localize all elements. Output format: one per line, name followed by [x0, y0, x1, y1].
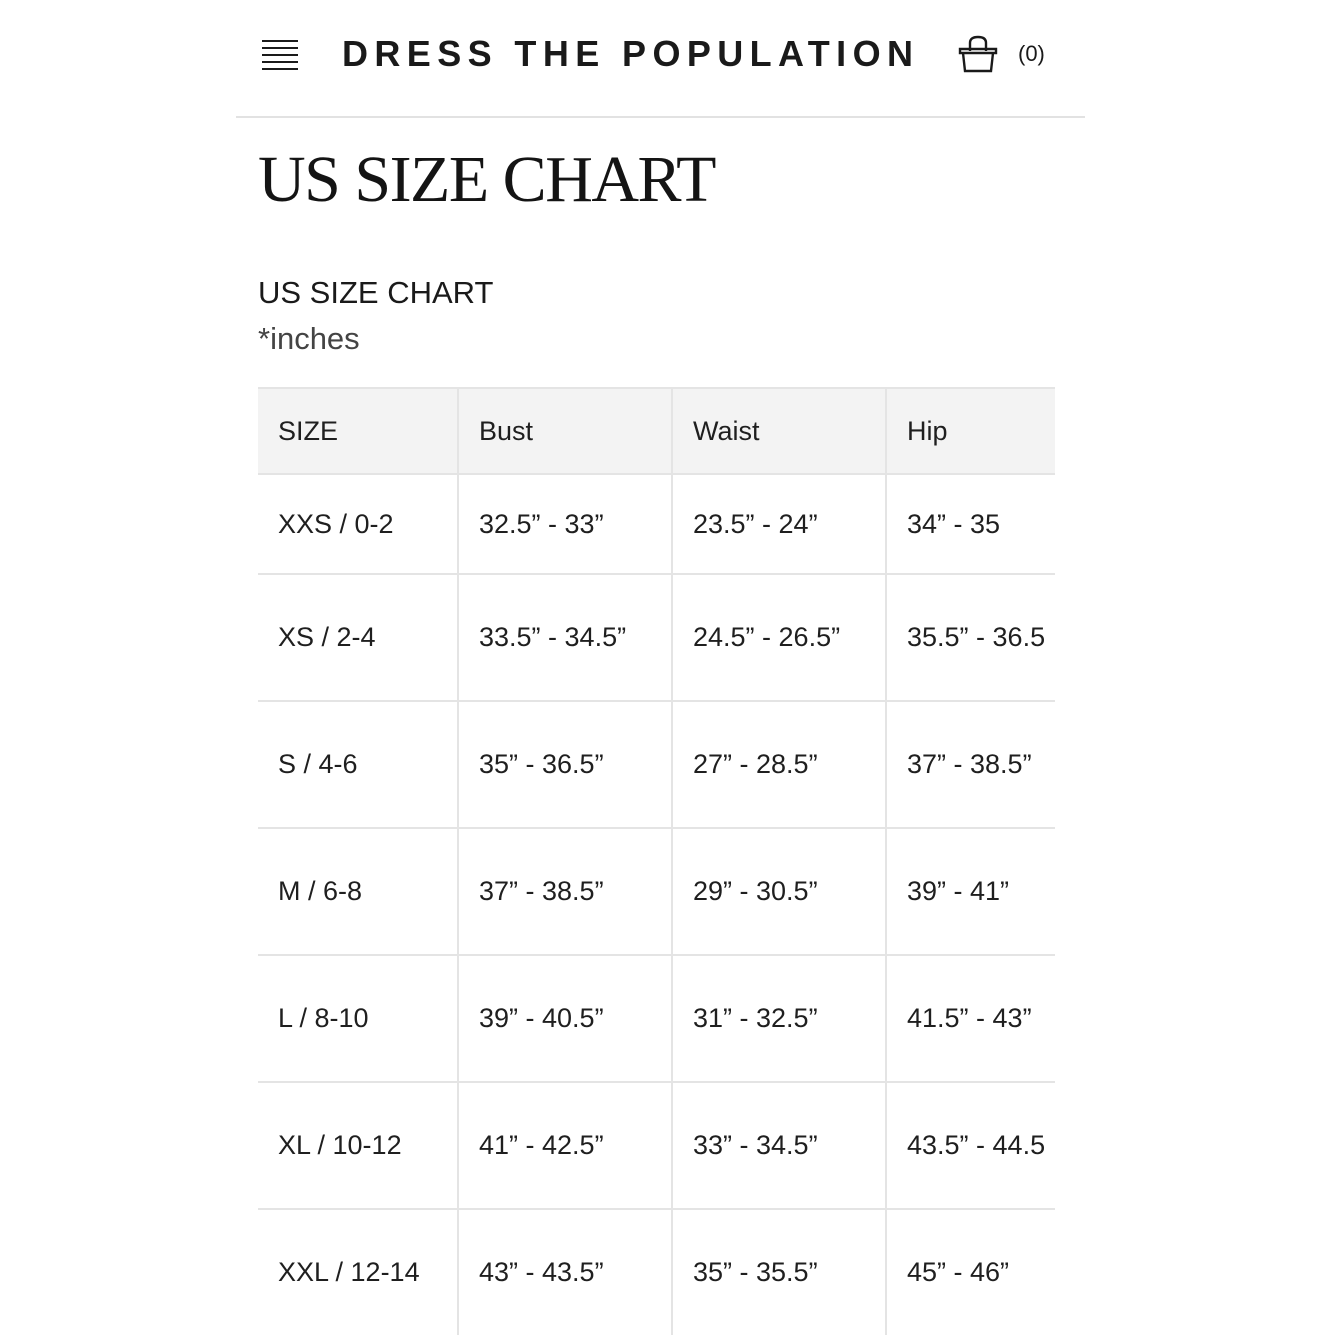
table-row	[258, 1209, 1055, 1335]
size-cell: XXL / 12-14	[258, 1209, 458, 1335]
bust-cell: 32.5” - 33”	[458, 474, 672, 574]
size-cell: L / 8-10	[258, 955, 458, 1082]
table-row	[258, 474, 1055, 574]
size-cell: XXS / 0-2	[258, 474, 458, 574]
cart-button[interactable]	[958, 34, 1045, 74]
bust-cell: 33.5” - 34.5”	[458, 574, 672, 701]
hip-cell: 37” - 38.5”	[886, 701, 1055, 828]
page-title: US SIZE CHART	[258, 143, 715, 216]
size-table	[258, 387, 1055, 1335]
table-row	[258, 1082, 1055, 1209]
bust-cell: 39” - 40.5”	[458, 955, 672, 1082]
waist-cell: 29” - 30.5”	[672, 828, 886, 955]
size-table-body	[258, 474, 1055, 1335]
bust-cell: 41” - 42.5”	[458, 1082, 672, 1209]
table-row	[258, 955, 1055, 1082]
hip-cell: 39” - 41”	[886, 828, 1055, 955]
cart-count: (0)	[1018, 41, 1045, 66]
size-cell: S / 4-6	[258, 701, 458, 828]
bust-cell: 35” - 36.5”	[458, 701, 672, 828]
unit-note: *inches	[258, 321, 360, 356]
hip-cell: 45” - 46”	[886, 1209, 1055, 1335]
size-cell: XL / 10-12	[258, 1082, 458, 1209]
table-row	[258, 828, 1055, 955]
table-row	[258, 574, 1055, 701]
shopping-bag-icon	[958, 35, 998, 73]
menu-icon[interactable]	[262, 38, 298, 68]
size-table-container[interactable]	[258, 387, 1055, 1335]
waist-cell: 33” - 34.5”	[672, 1082, 886, 1209]
column-header-bust: Bust	[458, 388, 672, 474]
waist-cell: 27” - 28.5”	[672, 701, 886, 828]
bust-cell: 43” - 43.5”	[458, 1209, 672, 1335]
header-row	[258, 388, 1055, 474]
size-cell: XS / 2-4	[258, 574, 458, 701]
hip-cell: 41.5” - 43”	[886, 955, 1055, 1082]
size-table-header	[258, 388, 1055, 474]
column-header-waist: Waist	[672, 388, 886, 474]
size-chart-heading: US SIZE CHART	[258, 275, 494, 310]
bust-cell: 37” - 38.5”	[458, 828, 672, 955]
column-header-size: SIZE	[258, 388, 458, 474]
waist-cell: 31” - 32.5”	[672, 955, 886, 1082]
column-header-hip: Hip	[886, 388, 1055, 474]
waist-cell: 23.5” - 24”	[672, 474, 886, 574]
brand-logo[interactable]: DRESS THE POPULATION	[342, 33, 920, 74]
waist-cell: 35” - 35.5”	[672, 1209, 886, 1335]
size-cell: M / 6-8	[258, 828, 458, 955]
hip-cell: 34” - 35	[886, 474, 1055, 574]
hip-cell: 43.5” - 44.5	[886, 1082, 1055, 1209]
waist-cell: 24.5” - 26.5”	[672, 574, 886, 701]
table-row	[258, 701, 1055, 828]
hip-cell: 35.5” - 36.5	[886, 574, 1055, 701]
site-header	[236, 0, 1085, 118]
